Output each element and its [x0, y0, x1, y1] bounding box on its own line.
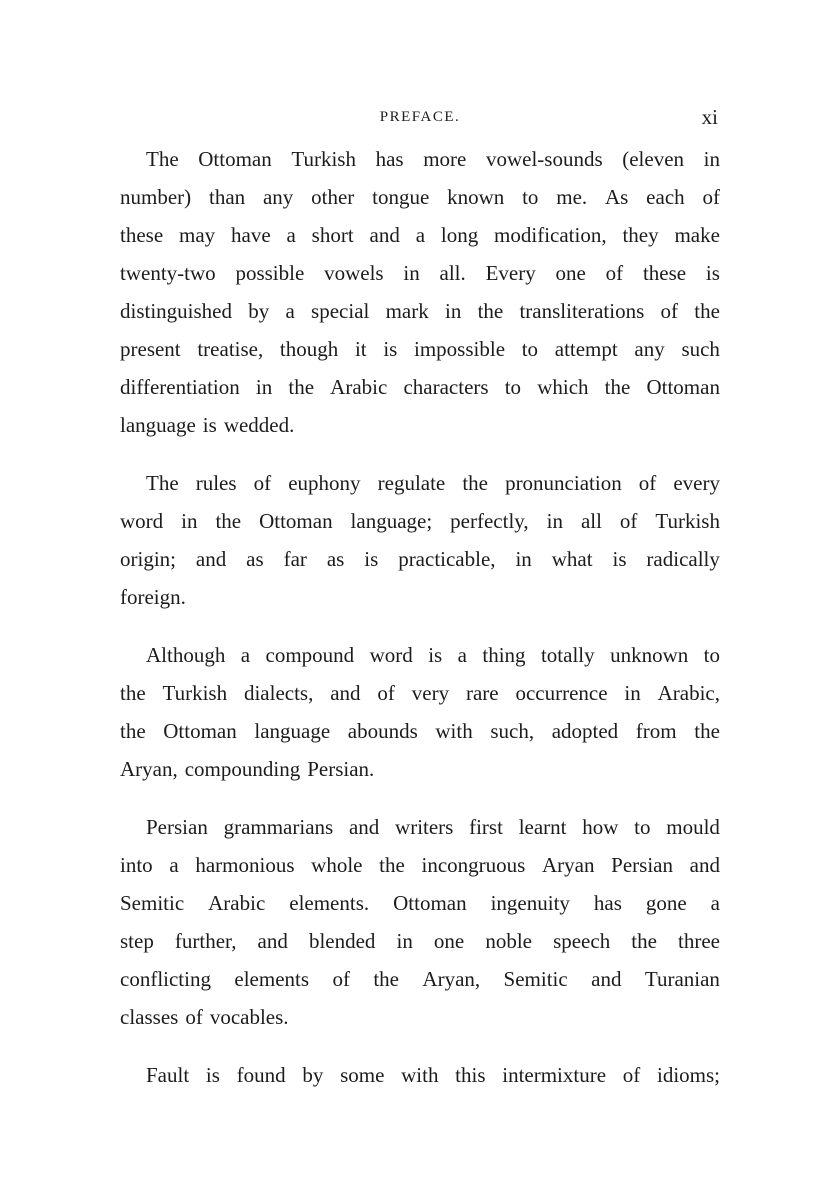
word: noble [485, 929, 532, 953]
word: it [354, 337, 367, 361]
word: is [428, 643, 443, 667]
word: to [703, 643, 720, 667]
word: such [681, 337, 720, 361]
text-line [120, 750, 720, 788]
word: gone [645, 891, 687, 915]
paragraph [120, 464, 720, 616]
word: of [638, 471, 657, 495]
word: conflicting [120, 967, 211, 991]
word: in [396, 929, 413, 953]
word: than [208, 185, 246, 209]
text-line [120, 922, 720, 960]
word: how [582, 815, 619, 839]
word: and [195, 547, 227, 571]
word: to [634, 815, 651, 839]
word: by [302, 1063, 324, 1087]
word: of [619, 509, 638, 533]
word: the [694, 719, 720, 743]
text-line [120, 674, 720, 712]
word: Ottoman [163, 719, 237, 743]
text-line [120, 178, 720, 216]
word: Ottoman [198, 147, 272, 171]
word: is [612, 547, 627, 571]
word: modification, [494, 223, 607, 247]
text-line [120, 1056, 720, 1094]
word: whole [311, 853, 363, 877]
word: practicable, [398, 547, 496, 571]
word: word [120, 509, 164, 533]
word: of [253, 471, 272, 495]
word: unknown [610, 643, 689, 667]
text-line [120, 636, 720, 674]
word: differentiation [120, 375, 240, 399]
word: abounds [347, 719, 418, 743]
word: and [369, 223, 400, 247]
word: has [375, 147, 404, 171]
word: of [377, 681, 395, 705]
word: elements. [289, 891, 370, 915]
word: one [555, 261, 586, 285]
word: Semitic [503, 967, 568, 991]
word: the [604, 375, 631, 399]
word: vocables. [209, 1005, 289, 1029]
word: all. [439, 261, 466, 285]
word: with [401, 1063, 439, 1087]
word: mark [385, 299, 429, 323]
word: though [279, 337, 339, 361]
word: the [462, 471, 488, 495]
word: from [635, 719, 677, 743]
word: in [703, 147, 720, 171]
word: in [515, 547, 532, 571]
word: harmonious [195, 853, 295, 877]
word: Turkish [291, 147, 356, 171]
word: the [120, 681, 146, 705]
word: rules [195, 471, 237, 495]
word: in [255, 375, 273, 399]
word: Ottoman [393, 891, 467, 915]
word: euphony [288, 471, 361, 495]
word: regulate [377, 471, 446, 495]
word: a [710, 891, 720, 915]
word: The [146, 471, 179, 495]
word: which [537, 375, 589, 399]
text-line [120, 140, 720, 178]
word: a [415, 223, 426, 247]
word: grammarians [223, 815, 334, 839]
word: The [146, 147, 179, 171]
word: a [457, 643, 467, 667]
word: this [455, 1063, 486, 1087]
word: by [248, 299, 270, 323]
word: in [403, 261, 420, 285]
word: to [521, 337, 539, 361]
word: Persian. [307, 757, 375, 781]
word: vowel-sounds [485, 147, 603, 171]
word: Aryan [542, 853, 595, 877]
word: found [236, 1063, 286, 1087]
paragraph [120, 808, 720, 1036]
word: occurrence [515, 681, 608, 705]
word: dialects, [243, 681, 314, 705]
word: one [433, 929, 465, 953]
word: perfectly, [450, 509, 529, 533]
word: writers [395, 815, 454, 839]
word: such, [490, 719, 535, 743]
word: of [622, 1063, 641, 1087]
word: the [631, 929, 657, 953]
text-line [120, 578, 720, 616]
word: and [591, 967, 622, 991]
word: a [169, 853, 179, 877]
word: Turkish [655, 509, 720, 533]
word: language; [350, 509, 433, 533]
word: they [622, 223, 659, 247]
word: Although [146, 643, 226, 667]
word: as [326, 547, 345, 571]
word: language [254, 719, 331, 743]
word: special [311, 299, 370, 323]
word: Aryan, [120, 757, 178, 781]
word: and [257, 929, 288, 953]
word: known [447, 185, 505, 209]
word: to [504, 375, 522, 399]
word: what [551, 547, 593, 571]
word: is [383, 337, 398, 361]
word: vowels [324, 261, 384, 285]
word: impossible [414, 337, 506, 361]
word: of [605, 261, 624, 285]
text-line [120, 216, 720, 254]
text-line [120, 998, 720, 1036]
word: origin; [120, 547, 176, 571]
word: present [120, 337, 181, 361]
word: has [593, 891, 622, 915]
text-line [120, 712, 720, 750]
word: make [674, 223, 720, 247]
word: learnt [518, 815, 567, 839]
word: Ottoman [646, 375, 720, 399]
word: of [660, 299, 678, 323]
word: radically [646, 547, 720, 571]
word: the [120, 719, 146, 743]
word: these [120, 223, 164, 247]
word: any [262, 185, 294, 209]
word: transliterations [519, 299, 645, 323]
word: attempt [554, 337, 618, 361]
word: Turanian [644, 967, 720, 991]
word: compound [265, 643, 355, 667]
text-line [120, 368, 720, 406]
word: distinguished [120, 299, 233, 323]
text-line [120, 292, 720, 330]
word: of [332, 967, 350, 991]
word: these [642, 261, 687, 285]
word: compounding [184, 757, 301, 781]
word: is [202, 413, 217, 437]
word: some [340, 1063, 385, 1087]
word: Arabic [330, 375, 388, 399]
word: characters [403, 375, 489, 399]
word: the [215, 509, 242, 533]
word: rare [465, 681, 499, 705]
text-line [120, 502, 720, 540]
word: Arabic [208, 891, 266, 915]
word: foreign. [120, 585, 186, 609]
word: in [444, 299, 462, 323]
word: intermixture [502, 1063, 607, 1087]
word: all [580, 509, 602, 533]
word: number) [120, 185, 192, 209]
word: incongruous [421, 853, 526, 877]
page-number: xi [701, 105, 718, 129]
word: me. [556, 185, 588, 209]
word: Aryan, [422, 967, 481, 991]
word: and [330, 681, 361, 705]
word: the [379, 853, 405, 877]
word: Fault [146, 1063, 190, 1087]
word: a [240, 643, 251, 667]
word: Persian [146, 815, 208, 839]
word: speech [553, 929, 611, 953]
text-line [120, 846, 720, 884]
word: elements [234, 967, 310, 991]
word: totally [540, 643, 595, 667]
word: wedded. [223, 413, 295, 437]
word: twenty-two [120, 261, 216, 285]
word: As [605, 185, 629, 209]
word: thing [482, 643, 526, 667]
word: with [435, 719, 473, 743]
word: long [440, 223, 479, 247]
word: a [286, 223, 296, 247]
text-line [120, 406, 720, 444]
word: adopted [551, 719, 619, 743]
word: blended [308, 929, 376, 953]
word: Every [485, 261, 536, 285]
word: mould [666, 815, 720, 839]
word: of [185, 1005, 203, 1029]
word: is [364, 547, 379, 571]
word: language [120, 413, 196, 437]
word: step [120, 929, 154, 953]
body-text [120, 140, 720, 1114]
word: far [283, 547, 307, 571]
word: every [673, 471, 720, 495]
text-line [120, 254, 720, 292]
word: pronunciation [505, 471, 622, 495]
word: word [369, 643, 413, 667]
word: three [678, 929, 720, 953]
word: may [179, 223, 216, 247]
word: (eleven [622, 147, 685, 171]
word: have [231, 223, 271, 247]
paragraph [120, 140, 720, 444]
word: possible [235, 261, 305, 285]
word: tongue [372, 185, 430, 209]
paragraph [120, 636, 720, 788]
word: very [411, 681, 450, 705]
word: idioms; [656, 1063, 720, 1087]
word: in [546, 509, 563, 533]
word: in [624, 681, 641, 705]
text-line [120, 960, 720, 998]
word: of [702, 185, 720, 209]
word: short [311, 223, 354, 247]
word: first [469, 815, 503, 839]
word: treatise, [197, 337, 264, 361]
word: the [373, 967, 399, 991]
word: more [423, 147, 467, 171]
word: into [120, 853, 153, 877]
word: in [181, 509, 198, 533]
word: and [689, 853, 720, 877]
word: a [285, 299, 295, 323]
text-line [120, 330, 720, 368]
text-line [120, 808, 720, 846]
word: the [288, 375, 315, 399]
word: further, [174, 929, 237, 953]
running-head [120, 104, 720, 130]
word: as [246, 547, 264, 571]
word: the [477, 299, 504, 323]
word: is [705, 261, 720, 285]
word: and [348, 815, 380, 839]
word: other [311, 185, 355, 209]
word: the [694, 299, 720, 323]
paragraph [120, 1056, 720, 1094]
word: classes [120, 1005, 179, 1029]
word: is [205, 1063, 220, 1087]
word: to [522, 185, 539, 209]
word: Ottoman [259, 509, 333, 533]
word: Turkish [162, 681, 228, 705]
word: Arabic, [657, 681, 720, 705]
word: each [646, 185, 685, 209]
word: Persian [611, 853, 673, 877]
text-line [120, 884, 720, 922]
word: ingenuity [490, 891, 570, 915]
running-title: PREFACE. [379, 109, 461, 125]
word: any [634, 337, 665, 361]
text-line [120, 540, 720, 578]
word: Semitic [120, 891, 185, 915]
text-line [120, 464, 720, 502]
